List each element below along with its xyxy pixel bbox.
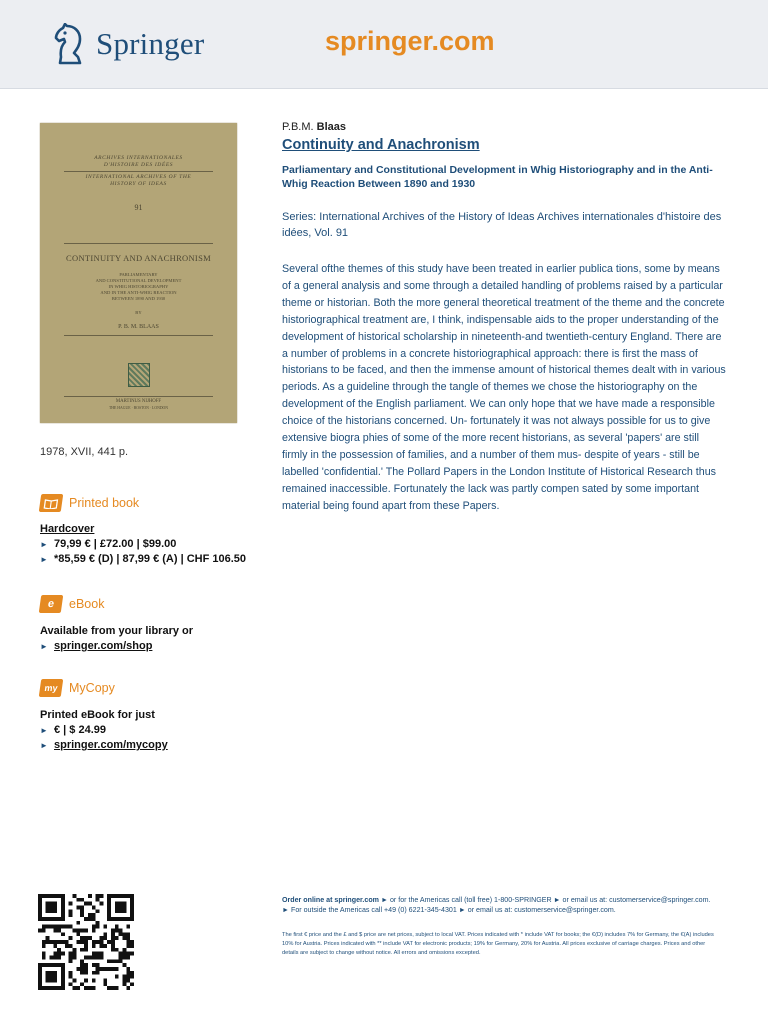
ebook-block	[40, 624, 193, 654]
site-url[interactable]: springer.com	[325, 26, 495, 56]
order-contact-text: ► or for the Americas call (toll free) 1-800-SPRINGER ► or email us at: customerservice@springer.com. ► For outside the Americas call +49 (0) 6221-345-4301 ► or email us at: customerservice@springer.com.	[282, 896, 711, 915]
book-meta: 1978, XVII, 441 p.	[40, 446, 129, 458]
book-icon	[39, 494, 64, 512]
price-line	[40, 552, 246, 567]
header	[0, 0, 768, 89]
cover-subtitle-line: AND CONSTITUTIONAL DEVELOPMENT	[95, 278, 182, 283]
publisher-seal-icon	[128, 363, 150, 387]
mycopy-title: MyCopy	[69, 681, 115, 695]
horse-chess-knight-icon	[50, 23, 90, 65]
arrow-icon: ►	[40, 726, 48, 735]
order-online-label[interactable]: Order online at springer.com	[282, 896, 379, 904]
price-line	[40, 537, 246, 552]
author-initials: P.B.M.	[282, 121, 314, 133]
arrow-icon: ►	[40, 540, 48, 549]
mycopy-heading	[40, 679, 115, 697]
mycopy-link[interactable]: springer.com/mycopy	[54, 739, 168, 751]
ebook-availability: Available from your library or	[40, 625, 194, 637]
mycopy-icon: my	[39, 679, 64, 697]
cover-subtitle-line: AND IN THE ANTI-WHIG REACTION	[100, 290, 177, 295]
cover-subtitle-line: PARLIAMENTARY	[119, 272, 158, 277]
cover-author: P. B. M. BLAAS	[118, 324, 159, 330]
logo-wordmark: Springer	[96, 26, 205, 61]
book-series: Series: International Archives of the History of Ideas Archives internationales d'histoire des idées, Vol. 91	[282, 211, 722, 239]
cover-city: THE HAGUE · BOSTON · LONDON	[108, 406, 169, 410]
printed-book-heading	[40, 494, 139, 512]
cover-subtitle-line: IN WHIG HISTORIOGRAPHY	[108, 284, 169, 289]
springer-logo[interactable]	[50, 22, 204, 66]
mycopy-link-line[interactable]	[40, 738, 168, 753]
cover-subtitle-line: BETWEEN 1890 AND 1930	[111, 296, 166, 301]
shop-link[interactable]: springer.com/shop	[54, 640, 153, 652]
cover-rule	[64, 335, 213, 336]
printed-book-title: Printed book	[69, 496, 140, 510]
author-surname: Blaas	[316, 121, 347, 133]
price-text: *85,59 € (D) | 87,99 € (A) | CHF 106.50	[54, 553, 247, 565]
cover-volume: 91	[134, 203, 143, 212]
mycopy-description: Printed eBook for just	[40, 709, 155, 721]
cover-publisher: MARTINUS NIJHOFF	[115, 399, 162, 404]
hardcover-label[interactable]: Hardcover	[40, 523, 95, 535]
ebook-heading	[40, 595, 104, 613]
book-description: Several ofthe themes of this study have been treated in earlier publica tions, some by means of a general analysis and some through a detailed handling of problems raised by a particular theme or historian. Both the more general theoretical treatment of the theme and the concrete historiographical treatment are, I think, indispensable aids to the proper understanding of the development of historical scholarship in nineteenth-and twentieth-century England. There are a number of problems in a concrete historiographical approach: there is first the mass of historians to be faced, and then the immense amount of historical themes dealt with in various periods. As a guideline through the tangle of themes we chose the historiography on the development of the English parliament. We can only hope that we have made a responsible choice of the historians concerned. Un- fortunately it was not always possible for us to give extensive biogra phies of some of the more recent historians, as several 'papers' are still firmly in the possession of families, and a number of them mus- despite of years - still be labelled 'confidential.' The Pollard Papers in the London Institute of Historical Research thus remained inaccessible. Fortunately the lack was partly compen sated by some important material being found apart from these Papers.	[282, 263, 726, 512]
ebook-link-line[interactable]	[40, 639, 193, 654]
book-cover-image	[40, 123, 237, 423]
qr-code-icon[interactable]	[38, 894, 134, 990]
cover-rule	[64, 171, 213, 172]
cover-series-line: ARCHIVES INTERNATIONALES	[94, 155, 183, 161]
mycopy-block	[40, 708, 168, 753]
cover-series-line: HISTORY OF IDEAS	[110, 181, 167, 187]
arrow-icon: ►	[40, 741, 48, 750]
ebook-icon: e	[39, 595, 64, 613]
book-subtitle: Parliamentary and Constitutional Development in Whig Historiography and in the Anti-Whig Reaction Between 1890 and 1930	[282, 164, 713, 190]
printed-book-block	[40, 522, 246, 567]
order-info	[282, 895, 712, 916]
ebook-title: eBook	[69, 597, 105, 611]
cover-series-line: D'HISTOIRE DES IDÉES	[103, 162, 174, 168]
cover-rule	[64, 243, 213, 244]
price-text: 79,99 € | £72.00 | $99.00	[54, 538, 177, 550]
cover-series-line: INTERNATIONAL ARCHIVES OF THE	[85, 174, 192, 180]
cover-title: CONTINUITY AND ANACHRONISM	[66, 253, 211, 263]
arrow-icon: ►	[40, 555, 48, 564]
mycopy-price: € | $ 24.99	[54, 724, 107, 736]
arrow-icon: ►	[40, 642, 48, 651]
cover-by: BY	[135, 310, 142, 315]
price-fineprint: The first € price and the £ and $ price are net prices, subject to local VAT. Prices indicated with * include VAT for books; the €(D) includes 7% for Germany, the €(A) includes 10% for Austria. Prices indicated with ** include VAT for electronic products; 19% for Germany, 20% for Austria. All prices exclusive of carriage charges. Prices and other details are subject to change without notice. All errors and omissions excepted.	[282, 932, 714, 956]
cover-rule	[64, 396, 213, 397]
book-author	[282, 121, 346, 133]
mycopy-price-line	[40, 723, 168, 738]
book-title[interactable]: Continuity and Anachronism	[282, 137, 480, 153]
